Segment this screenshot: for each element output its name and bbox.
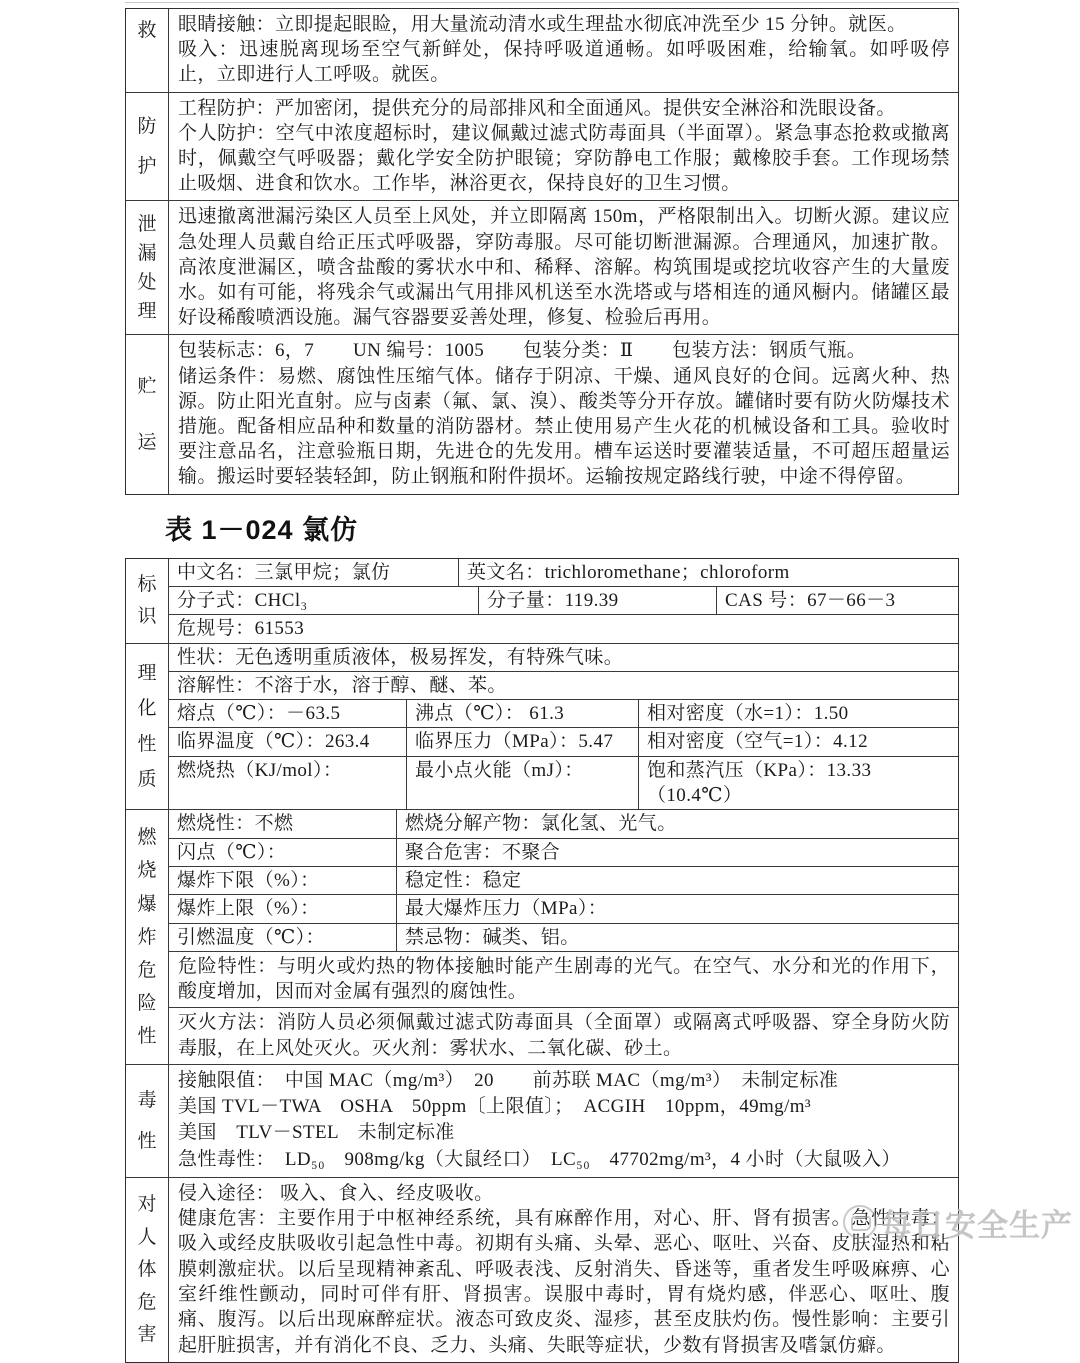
- first-aid-inhale-text: 吸入：迅速脱离现场至空气新鲜处，保持呼吸道通畅。如呼吸困难，给输氧。如呼吸停止，立即进行人工呼吸。就医。: [178, 39, 950, 86]
- row-storage-transport: [126, 334, 958, 493]
- row-first-aid: [126, 9, 958, 92]
- max-explosion-pressure-cell: 最大爆炸压力（MPa）：: [396, 895, 958, 922]
- acute-toxicity-line: 急性毒性： LD₅₀ 908mg/kg（大鼠经口） LC₅₀ 47702mg/m³，4 小时（大鼠吸入）: [178, 1148, 901, 1170]
- engineering-protection-text: 工程防护：严加密闭，提供充分的局部排风和全面通风。提供安全淋浴和洗眼设备。: [178, 97, 896, 119]
- hazard-code-cell: 危规号：61553: [177, 618, 305, 640]
- physchem-row-critical: [169, 727, 958, 755]
- incompatibilities-cell: 禁忌物：碱类、铝。: [396, 924, 958, 951]
- fire-row-hazard-characteristics: [169, 951, 958, 1008]
- critical-pressure-cell: 临界压力（MPa）：5.47: [406, 728, 638, 755]
- critical-temperature-cell: 临界温度（℃）：263.4: [177, 731, 370, 753]
- fire-row-lel: [169, 866, 958, 894]
- section-label-fire-explosion: 燃 烧 爆 炸 危 险 性: [126, 810, 169, 1064]
- storage-transport-content: [169, 335, 958, 493]
- boiling-point-cell: 沸点（℃）： 61.3: [406, 700, 638, 727]
- section-physchem-properties: [126, 643, 958, 810]
- first-aid-content: [169, 9, 958, 92]
- ignition-temperature-cell: 引燃温度（℃）：: [177, 926, 325, 948]
- toxicity-row: [169, 1065, 958, 1177]
- relative-density-water-cell: 相对密度（水=1）：1.50: [638, 700, 958, 727]
- leak-handling-content: [169, 201, 958, 334]
- physchem-row-solubility: [169, 671, 958, 699]
- row-protection: [126, 92, 958, 201]
- row-label-storage-transport: 贮 运: [126, 335, 169, 493]
- storage-conditions-text: 储运条件：易燃、腐蚀性压缩气体。储存于阴凉、干燥、通风良好的仓间。远离火种、热源。防止阳光直射。应与卤素（氟、氯、溴）、酸类等分开存放。罐储时要有防火防爆技术措施。配备相应品种和数量的消防器材。禁止使用易产生火花的机械设备和工具。验收时要注意品名，注意验瓶日期，先进仓的先发用。槽车运送时要灌装适量，不可超压超量运输。搬运时要轻装轻卸，防止钢瓶和附件损坏。运输按规定路线行驶，中途不得停留。: [178, 365, 950, 488]
- row-label-leak-handling: 泄 漏 处 理: [126, 201, 169, 334]
- section-human-harm: [126, 1177, 958, 1362]
- explosion-lower-limit-cell: 爆炸下限（%）：: [177, 869, 320, 891]
- safety-table-continuation: [125, 8, 959, 495]
- packaging-info-text: 包装标志：6，7 UN 编号：1005 包装分类：Ⅱ 包装方法：钢质气瓶。: [178, 340, 867, 362]
- document-sheet: [125, 8, 959, 1363]
- explosion-upper-limit-cell: 爆炸上限（%）：: [177, 898, 320, 920]
- physchem-row-melting: [169, 699, 958, 727]
- min-ignition-energy-cell: 最小点火能（mJ）：: [406, 757, 638, 810]
- stability-cell: 稳定性：稳定: [396, 867, 958, 894]
- section-toxicity: [126, 1064, 958, 1177]
- identification-row-formula: [169, 586, 958, 614]
- saturated-vapor-pressure-cell: 饱和蒸汽压（KPa）：13.33（10.4℃）: [638, 757, 958, 810]
- watermark-text: 每日安全生产: [881, 1207, 1073, 1243]
- section-fire-explosion-hazard: [126, 809, 958, 1064]
- molecular-formula-cell: 分子式：CHCl₃: [177, 589, 308, 611]
- fire-row-uel: [169, 894, 958, 922]
- personal-protection-text: 个人防护：空气中浓度超标时，建议佩戴过滤式防毒面具（半面罩）。紧急事态抢救或撤离时，佩戴空气呼吸器；戴化学安全防护眼镜；穿防静电工作服；戴橡胶手套。工作现场禁止吸烟、进食和饮水。工作毕，淋浴更衣，保持良好的卫生习惯。: [178, 122, 950, 195]
- identification-row-hazard-code: [169, 614, 958, 642]
- protection-content: [169, 93, 958, 201]
- decomposition-products-cell: 燃烧分解产物：氯化氢、光气。: [396, 810, 958, 837]
- health-hazard-text: 健康危害：主要作用于中枢神经系统，具有麻醉作用，对心、肝、肾有损害。急性中毒：吸入或经皮肤吸收引起急性中毒。初期有头痛、头晕、恶心、呕吐、兴奋、皮肤湿热和粘膜刺激症状。以后呈现精神紊乱、呼吸表浅、反射消失、昏迷等，重者发生呼吸麻痹、心室纤维性颤动，同时可伴有肝、肾损害。误服中毒时，胃有烧灼感，伴恶心、呕吐、腹痛、腹泻。以后出现麻醉症状。液态可致皮炎、湿疹，甚至皮肤灼伤。慢性影响：主要引起肝脏损害，并有消化不良、乏力、头痛、失眠等症状，少数有肾损害及嗜氯仿癖。: [178, 1208, 950, 1356]
- extinguishing-method-cell: 灭火方法：消防人员必须佩戴过滤式防毒面具（全面罩）或隔离式呼吸器、穿全身防火防毒服，在上风处灭火。灭火剂：雾状水、二氧化碳、砂土。: [178, 1012, 950, 1059]
- flammability-cell: 燃烧性：不燃: [177, 813, 294, 835]
- physchem-row-appearance: [169, 644, 958, 671]
- fire-row-flammability: [169, 810, 958, 837]
- melting-point-cell: 熔点（℃）：－63.5: [177, 703, 341, 725]
- appearance-cell: 性状：无色透明重质液体，极易挥发，有特殊气味。: [177, 646, 624, 668]
- fire-row-ignition-temp: [169, 923, 958, 951]
- human-harm-cell: [169, 1178, 958, 1362]
- chinese-name-cell: 中文名：三氯甲烷；氯仿: [177, 561, 391, 583]
- solubility-cell: 溶解性：不溶于水，溶于醇、醚、苯。: [177, 674, 507, 696]
- fire-row-extinguishing: [169, 1007, 958, 1064]
- identification-row-names: [169, 559, 958, 586]
- section-label-identification: 标 识: [126, 559, 169, 643]
- page-top-rule: [125, 2, 959, 3]
- row-label-protection: 防 护: [126, 93, 169, 201]
- chloroform-data-table: [125, 558, 959, 1363]
- toxicity-cell: [169, 1065, 958, 1177]
- fire-row-flash-point: [169, 838, 958, 866]
- row-leak-handling: [126, 200, 958, 334]
- first-aid-eye-text: 眼睛接触：立即提起眼睑，用大量流动清水或生理盐水彻底冲洗至少 15 分钟。就医。: [178, 14, 907, 35]
- leak-handling-text: 迅速撤离泄漏污染区人员至上风处，并立即隔离 150m，严格限制出入。切断火源。建议应急处理人员戴自给正压式呼吸器，穿防毒服。尽可能切断泄漏源。合理通风，加速扩散。高浓度泄漏区，喷含盐酸的雾状水中和、稀释、溶解。构筑围堤或挖坑收容产生的大量废水。如有可能，将残余气或漏出气用排风机送至水洗塔或与塔相连的通风橱内。储罐区最好设稀酸喷洒设施。漏气容器要妥善处理，修复、检验后再用。: [178, 206, 950, 329]
- section-label-toxicity: 毒 性: [126, 1065, 169, 1177]
- hazard-characteristics-cell: 危险特性：与明火或灼热的物体接触时能产生剧毒的光气。在空气、水分和光的作用下，酸度增加，因而对金属有强烈的腐蚀性。: [178, 955, 950, 1003]
- row-label-first-aid: 救: [126, 9, 169, 92]
- human-harm-row: [169, 1178, 958, 1362]
- flash-point-cell: 闪点（℃）：: [177, 841, 287, 863]
- exposure-routes-text: 侵入途径： 吸入、食入、经皮吸收。: [178, 1182, 494, 1204]
- section-identification: [126, 559, 958, 643]
- section-label-physchem: 理 化 性 质: [126, 644, 169, 810]
- exposure-limit-line: 接触限值： 中国 MAC（mg/m³） 20 前苏联 MAC（mg/m³） 未制定标准: [178, 1070, 839, 1091]
- us-stel-line: 美国 TLV－STEL 未制定标准: [178, 1122, 455, 1144]
- cas-number-cell: CAS 号：67－66－3: [716, 587, 958, 614]
- section-label-human-harm: 对 人 体 危 害: [126, 1178, 169, 1362]
- polymerization-hazard-cell: 聚合危害：不聚合: [396, 839, 958, 866]
- english-name-cell: 英文名：trichloromethane；chloroform: [458, 559, 958, 586]
- heat-of-combustion-cell: 燃烧热（KJ/mol）：: [177, 759, 343, 781]
- us-twa-line: 美国 TVL－TWA OSHA 50ppm〔上限值〕； ACGIH 10ppm，49mg/m³: [178, 1096, 812, 1118]
- table-title: 表 1－024 氯仿: [165, 514, 359, 545]
- physchem-row-combustion: [169, 756, 958, 810]
- molecular-weight-cell: 分子量：119.39: [478, 587, 716, 614]
- relative-density-air-cell: 相对密度（空气=1）：4.12: [638, 728, 958, 755]
